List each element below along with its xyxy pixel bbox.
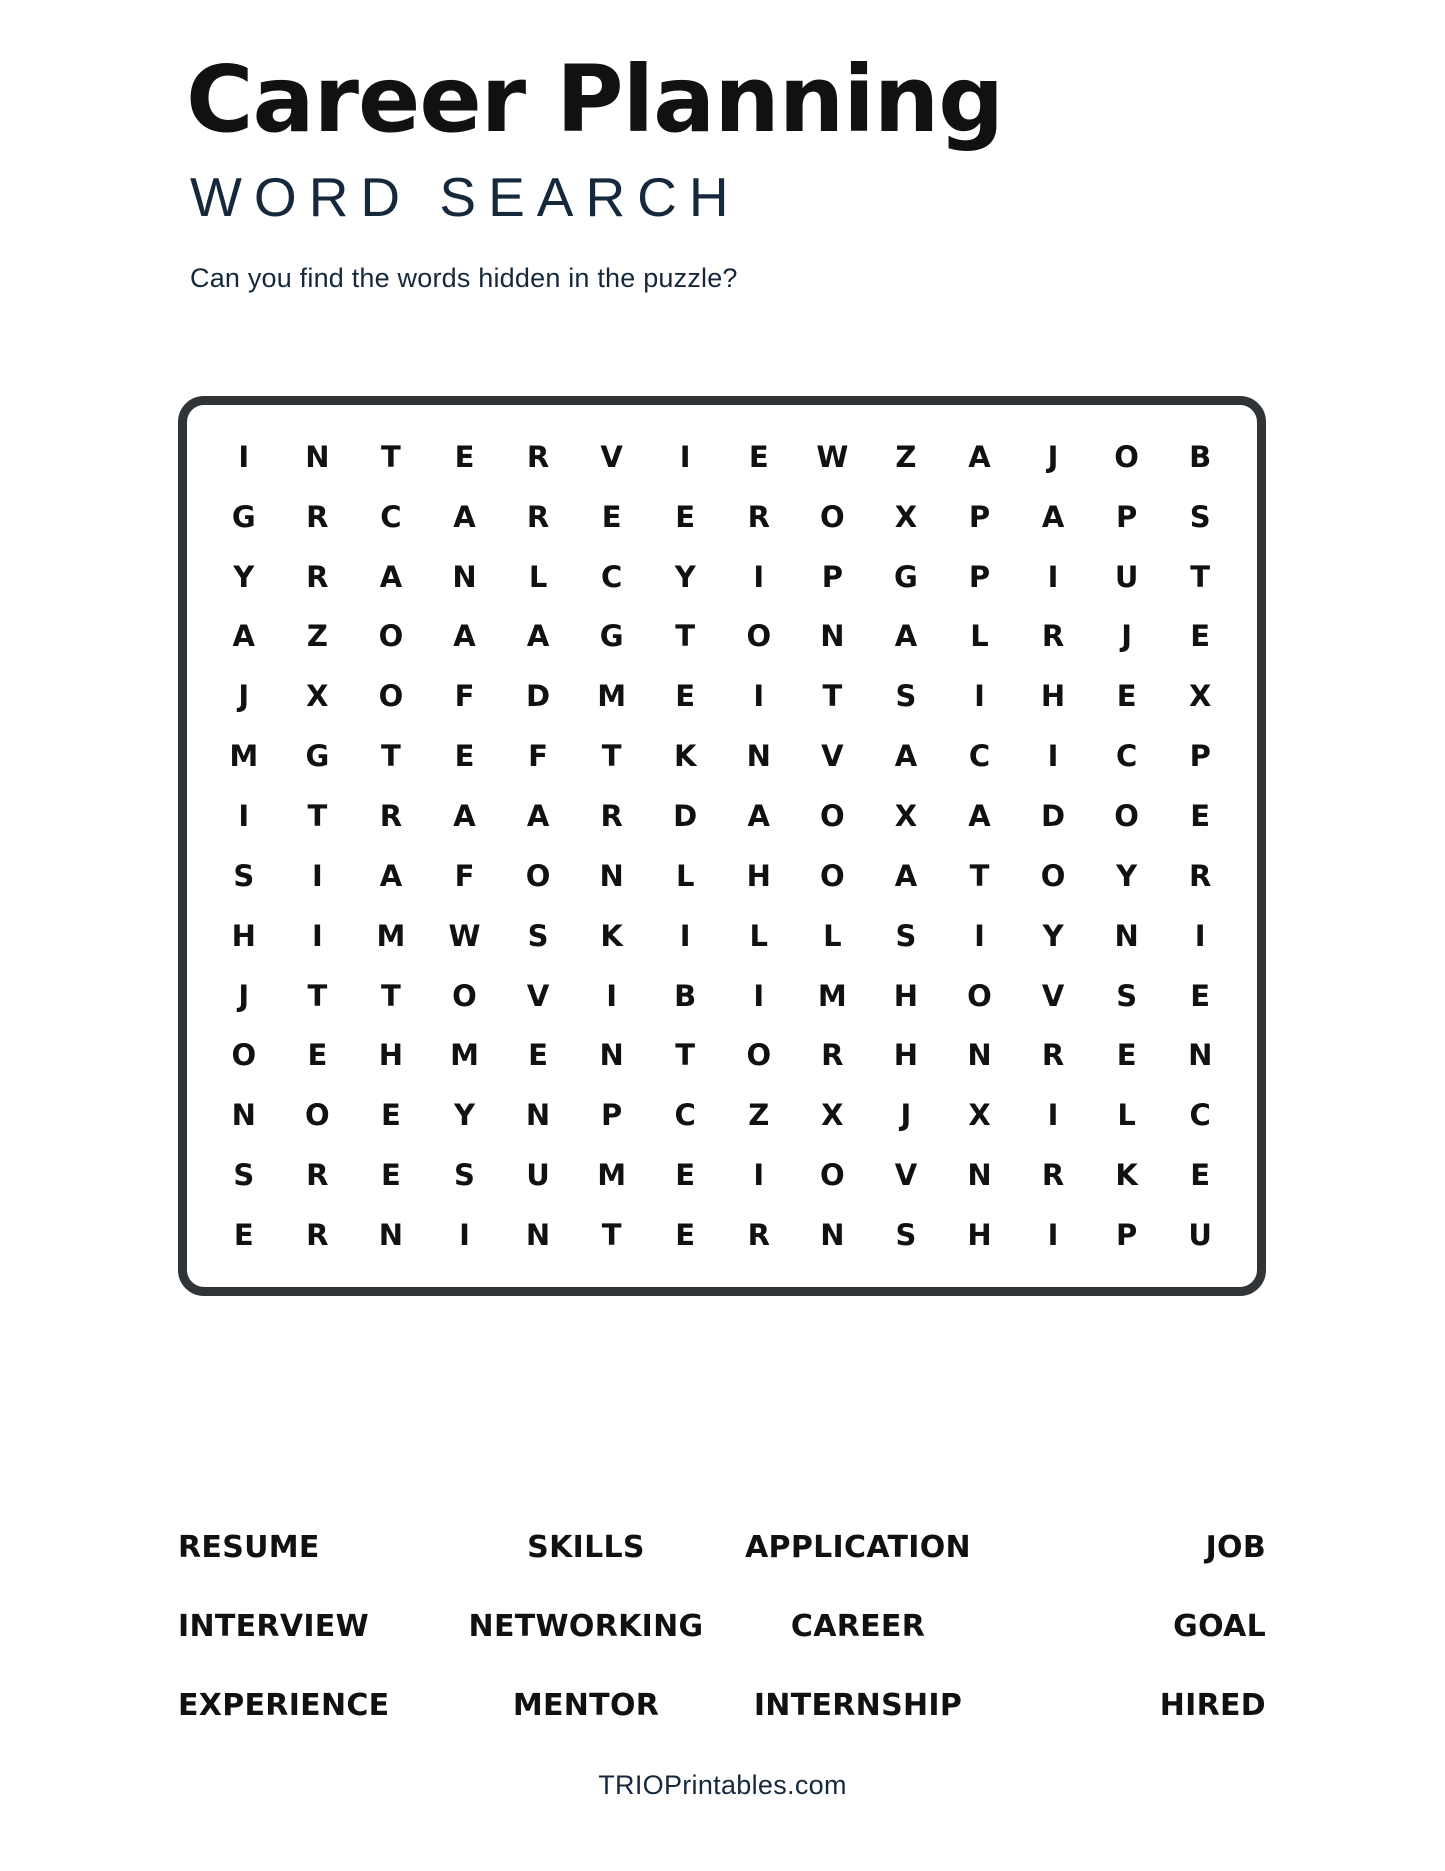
grid-cell[interactable]: C [1189, 1098, 1211, 1133]
grid-cell[interactable]: U [1114, 559, 1139, 594]
grid-cell[interactable]: N [599, 1038, 624, 1073]
grid-cell[interactable]: A [379, 858, 403, 893]
grid-cell[interactable]: I [679, 918, 691, 953]
grid-cell[interactable]: K [673, 739, 697, 774]
grid-cell[interactable]: O [1114, 439, 1139, 474]
grid-cell[interactable]: N [525, 1218, 551, 1253]
grid-cell[interactable]: L [675, 858, 695, 893]
grid-cell[interactable]: J [1047, 439, 1059, 474]
grid-cell[interactable]: O [525, 858, 551, 893]
grid-cell[interactable]: Z [895, 439, 917, 474]
grid-cell[interactable]: O [820, 499, 845, 534]
grid-cell[interactable]: L [823, 918, 842, 953]
grid-cell[interactable]: O [378, 619, 404, 654]
grid-cell[interactable]: Y [453, 1098, 475, 1133]
grid-cell[interactable]: G [231, 499, 256, 534]
grid-cell[interactable]: M [817, 978, 847, 1013]
grid-cell[interactable]: R [821, 1038, 844, 1073]
page-title: Career Planning [186, 46, 1004, 153]
grid-cell[interactable]: L [970, 619, 989, 654]
grid-cell[interactable]: A [894, 739, 918, 774]
grid-cell[interactable]: U [526, 1158, 550, 1193]
grid-cell[interactable]: H [378, 1038, 404, 1073]
grid-cell[interactable]: H [1040, 679, 1066, 714]
grid-cell[interactable]: E [1190, 799, 1211, 834]
grid-cell[interactable]: G [894, 559, 918, 594]
grid-cell[interactable]: T [969, 858, 990, 893]
grid-cell[interactable]: M [450, 1038, 479, 1073]
grid-cell[interactable]: Y [674, 559, 696, 594]
grid-cell[interactable]: C [674, 1098, 696, 1133]
grid-cell[interactable]: X [306, 679, 329, 714]
grid-cell[interactable]: S [233, 1158, 255, 1193]
grid-cell[interactable]: C [600, 559, 623, 594]
word-list-row [178, 1688, 1266, 1723]
grid-cell[interactable]: O [231, 1038, 257, 1073]
grid-cell[interactable]: V [894, 1158, 918, 1193]
grid-cell[interactable]: S [1189, 499, 1211, 534]
grid-cell[interactable]: O [820, 858, 845, 893]
grid-cell[interactable]: N [967, 1158, 992, 1193]
grid-cell[interactable]: E [675, 1218, 696, 1253]
grid-cell[interactable]: T [601, 739, 622, 774]
grid-cell[interactable]: T [675, 1038, 696, 1073]
grid-cell[interactable]: I [1047, 1098, 1059, 1133]
grid-cell[interactable]: E [1190, 978, 1211, 1013]
grid-cell[interactable]: U [1188, 1218, 1212, 1253]
grid-cell[interactable]: R [306, 499, 329, 534]
grid-cell[interactable]: R [1041, 1038, 1065, 1073]
grid-cell[interactable]: T [601, 1218, 622, 1253]
page-subtitle: WORD SEARCH [190, 165, 741, 228]
grid-cell[interactable]: M [597, 679, 627, 714]
grid-cell[interactable]: O [1114, 799, 1139, 834]
grid-cell[interactable]: I [1047, 739, 1059, 774]
grid-cell[interactable]: N [820, 1218, 845, 1253]
grid-cell[interactable]: J [238, 679, 250, 714]
grid-cell[interactable]: N [231, 1098, 256, 1133]
grid-cell[interactable]: R [306, 1218, 329, 1253]
word-list-item[interactable]: INTERNSHIP [753, 1688, 963, 1723]
grid-cell[interactable]: X [1189, 679, 1212, 714]
grid-cell[interactable]: T [307, 799, 328, 834]
grid-cell[interactable]: T [675, 619, 696, 654]
grid-cell[interactable]: H [231, 918, 256, 953]
grid-cell[interactable]: P [821, 559, 843, 594]
grid-cell[interactable]: Z [306, 619, 328, 654]
grid-cell[interactable]: N [378, 1218, 404, 1253]
grid-cell[interactable]: R [306, 1158, 329, 1193]
grid-cell[interactable]: R [379, 799, 403, 834]
grid-cell[interactable]: A [453, 619, 476, 654]
grid-cell[interactable]: I [974, 918, 985, 953]
letter-grid [187, 405, 1257, 1287]
footer-credit: TRIOPrintables.com [598, 1770, 847, 1800]
grid-cell[interactable]: H [893, 1038, 919, 1073]
grid-cell[interactable]: R [600, 799, 623, 834]
grid-cell[interactable]: F [528, 739, 548, 774]
grid-cell[interactable]: G [305, 739, 330, 774]
word-search-grid-container [178, 396, 1266, 1296]
grid-cell[interactable]: O [378, 679, 404, 714]
grid-cell[interactable]: M [376, 918, 406, 953]
grid-cell[interactable]: E [601, 499, 622, 534]
word-list-item[interactable]: NETWORKING [468, 1609, 704, 1644]
grid-cell[interactable]: T [381, 439, 401, 474]
grid-cell[interactable]: E [307, 1038, 328, 1073]
grid-cell[interactable]: R [526, 499, 550, 534]
grid-cell[interactable]: S [895, 679, 917, 714]
grid-cell[interactable]: P [1189, 739, 1211, 774]
grid-cell[interactable]: D [526, 679, 551, 714]
grid-cell[interactable]: I [311, 858, 323, 893]
grid-cell[interactable]: O [746, 619, 772, 654]
grid-cell[interactable]: A [379, 559, 403, 594]
grid-cell[interactable]: E [1190, 619, 1211, 654]
grid-cell[interactable]: T [1190, 559, 1211, 594]
grid-cell[interactable]: I [1047, 1218, 1059, 1253]
grid-cell[interactable]: A [747, 799, 770, 834]
grid-cell[interactable]: E [675, 679, 696, 714]
grid-cell[interactable]: N [967, 1038, 992, 1073]
grid-cell[interactable]: I [974, 679, 985, 714]
grid-cell[interactable]: L [1117, 1098, 1136, 1133]
grid-cell[interactable]: H [893, 978, 919, 1013]
grid-cell[interactable]: E [233, 1218, 254, 1253]
grid-cell[interactable]: V [600, 439, 623, 474]
grid-cell[interactable]: I [753, 978, 765, 1013]
grid-cell[interactable]: E [381, 1158, 401, 1193]
grid-cell[interactable]: I [753, 1158, 765, 1193]
grid-cell[interactable]: O [820, 1158, 845, 1193]
grid-cell[interactable]: N [599, 858, 624, 893]
grid-cell[interactable]: T [381, 739, 401, 774]
grid-cell[interactable]: X [968, 1098, 991, 1133]
word-list-row [178, 1609, 1266, 1644]
grid-cell[interactable]: E [381, 1098, 401, 1133]
grid-cell[interactable]: N [1114, 918, 1139, 953]
grid-cell[interactable]: E [1116, 679, 1137, 714]
word-list-item[interactable]: CAREER [790, 1609, 926, 1644]
grid-cell[interactable]: O [820, 799, 845, 834]
grid-cell[interactable]: O [1040, 858, 1066, 893]
grid-cell[interactable]: N [1188, 1038, 1213, 1073]
grid-cell[interactable]: I [238, 799, 250, 834]
grid-cell[interactable]: O [305, 1098, 330, 1133]
word-list-row [178, 1530, 1266, 1565]
word-list-item[interactable]: GOAL [1173, 1609, 1266, 1644]
grid-cell[interactable]: S [527, 918, 549, 953]
grid-cell[interactable]: W [816, 439, 849, 474]
grid-cell[interactable]: E [454, 739, 475, 774]
grid-cell[interactable]: Y [233, 559, 255, 594]
grid-cell[interactable]: E [1190, 1158, 1211, 1193]
grid-cell[interactable]: A [526, 799, 550, 834]
grid-cell[interactable]: J [1121, 619, 1133, 654]
grid-cell[interactable]: N [452, 559, 477, 594]
grid-cell[interactable]: X [894, 499, 918, 534]
grid-cell[interactable]: X [894, 799, 918, 834]
grid-cell[interactable]: A [453, 799, 476, 834]
grid-cell[interactable]: M [229, 739, 259, 774]
grid-cell[interactable]: P [968, 559, 991, 594]
grid-cell[interactable]: G [599, 619, 624, 654]
word-list-item[interactable]: INTERVIEW [178, 1609, 369, 1644]
grid-cell[interactable]: R [1189, 858, 1212, 893]
grid-cell[interactable]: T [822, 679, 843, 714]
grid-cell[interactable]: X [821, 1098, 844, 1133]
grid-cell[interactable]: C [1115, 739, 1138, 774]
grid-cell[interactable]: E [454, 439, 475, 474]
grid-cell[interactable]: I [606, 978, 618, 1013]
grid-cell[interactable]: O [452, 978, 477, 1013]
grid-cell[interactable]: E [675, 1158, 696, 1193]
grid-cell[interactable]: E [1116, 1038, 1137, 1073]
grid-cell[interactable]: A [526, 619, 550, 654]
grid-cell[interactable]: F [454, 679, 475, 714]
grid-cell[interactable]: F [454, 858, 475, 893]
grid-cell[interactable]: C [968, 739, 991, 774]
grid-cell[interactable]: J [900, 1098, 912, 1133]
grid-cell[interactable]: I [238, 439, 250, 474]
word-list-item[interactable]: JOB [1205, 1530, 1266, 1565]
grid-cell[interactable]: V [1041, 978, 1065, 1013]
grid-cell[interactable]: P [1116, 1218, 1138, 1253]
grid-cell[interactable]: T [307, 978, 328, 1013]
word-list-item[interactable]: EXPERIENCE [178, 1688, 390, 1723]
grid-cell[interactable]: R [1041, 1158, 1065, 1193]
grid-cell[interactable]: I [1194, 918, 1206, 953]
grid-cell[interactable]: N [525, 1098, 551, 1133]
grid-cell[interactable]: S [895, 918, 917, 953]
grid-cell[interactable]: E [675, 499, 696, 534]
grid-cell[interactable]: S [233, 858, 255, 893]
grid-cell[interactable]: R [1041, 619, 1065, 654]
word-list-item[interactable]: HIRED [1159, 1688, 1266, 1723]
grid-cell[interactable]: K [1115, 1158, 1138, 1193]
grid-cell[interactable]: L [749, 918, 769, 953]
grid-cell[interactable]: I [311, 918, 323, 953]
grid-cell[interactable]: J [238, 978, 250, 1013]
grid-cell[interactable]: N [746, 739, 771, 774]
word-list-item[interactable]: APPLICATION [745, 1530, 971, 1565]
grid-cell[interactable]: N [820, 619, 845, 654]
grid-cell[interactable]: W [448, 918, 481, 953]
grid-cell[interactable]: E [748, 439, 769, 474]
grid-cell[interactable]: A [894, 858, 918, 893]
grid-cell[interactable]: K [600, 918, 623, 953]
grid-cell[interactable]: Y [1042, 918, 1064, 953]
grid-cell[interactable]: B [1189, 439, 1212, 474]
grid-cell[interactable]: I [679, 439, 691, 474]
grid-cell[interactable]: R [306, 559, 329, 594]
grid-cell[interactable]: I [1047, 559, 1059, 594]
grid-cell[interactable]: P [968, 499, 991, 534]
grid-cell[interactable]: V [526, 978, 550, 1013]
grid-cell[interactable]: I [753, 679, 765, 714]
grid-cell[interactable]: O [967, 978, 992, 1013]
grid-cell[interactable]: M [597, 1158, 627, 1193]
grid-cell[interactable]: E [528, 1038, 548, 1073]
grid-cell[interactable]: R [747, 1218, 770, 1253]
grid-cell[interactable]: S [454, 1158, 475, 1193]
grid-cell[interactable]: H [746, 858, 771, 893]
grid-cell[interactable]: N [305, 439, 330, 474]
instruction-text: Can you find the words hidden in the puzzle? [190, 263, 738, 294]
word-list-item[interactable]: SKILLS [527, 1530, 645, 1565]
grid-cell[interactable]: D [1041, 799, 1066, 834]
word-list-item[interactable]: RESUME [178, 1530, 320, 1565]
grid-cell[interactable]: I [459, 1218, 470, 1253]
grid-cell[interactable]: Z [748, 1098, 770, 1133]
grid-cell[interactable]: R [526, 439, 550, 474]
grid-cell[interactable]: P [601, 1098, 623, 1133]
grid-cell[interactable]: R [747, 499, 770, 534]
grid-cell[interactable]: H [967, 1218, 992, 1253]
grid-cell[interactable]: C [380, 499, 402, 534]
grid-cell[interactable]: A [232, 619, 255, 654]
grid-cell[interactable]: A [453, 499, 476, 534]
grid-cell[interactable]: P [1116, 499, 1138, 534]
grid-cell[interactable]: B [674, 978, 697, 1013]
grid-cell[interactable]: L [528, 559, 548, 594]
grid-cell[interactable]: A [1041, 499, 1065, 534]
grid-cell[interactable]: O [746, 1038, 772, 1073]
grid-cell[interactable]: A [968, 439, 991, 474]
word-list [178, 1530, 1266, 1767]
header [0, 0, 1445, 294]
grid-cell[interactable]: S [1116, 978, 1138, 1013]
grid-cell[interactable]: S [895, 1218, 917, 1253]
grid-cell[interactable]: V [821, 739, 844, 774]
grid-cell[interactable]: D [673, 799, 698, 834]
word-list-item[interactable]: MENTOR [512, 1688, 660, 1723]
grid-cell[interactable]: A [894, 619, 918, 654]
grid-cell[interactable]: A [968, 799, 991, 834]
grid-cell[interactable]: T [381, 978, 401, 1013]
grid-cell[interactable]: I [753, 559, 765, 594]
grid-cell[interactable]: Y [1116, 858, 1138, 893]
